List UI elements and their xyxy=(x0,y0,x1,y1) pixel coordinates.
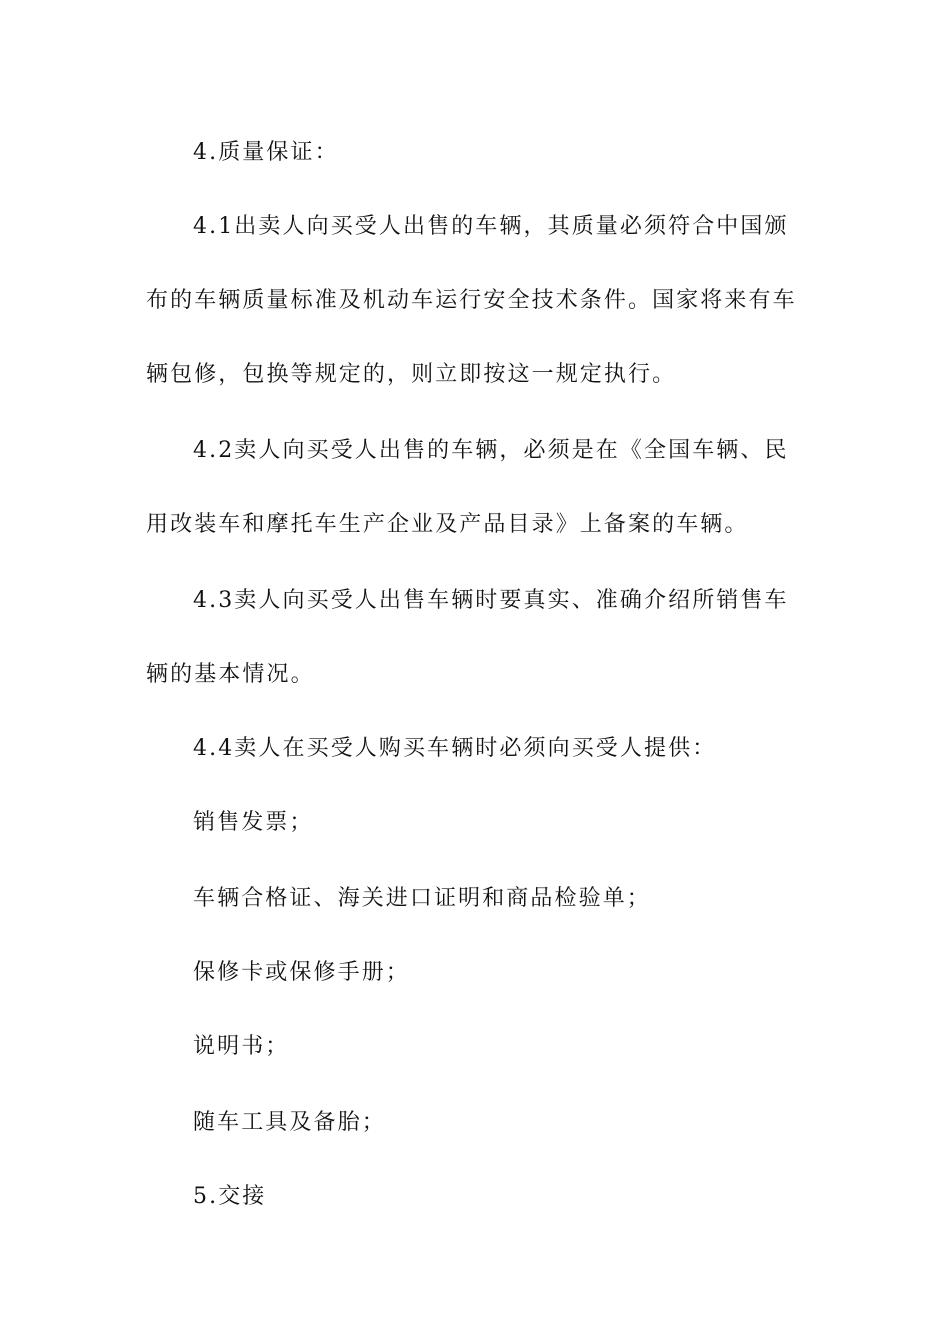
list-item-manual: 说明书； xyxy=(193,1034,290,1059)
paragraph-4-1-line-3: 辆包修，包换等规定的，则立即按这一规定执行。 xyxy=(146,362,677,387)
paragraph-4-1-line-2: 布的车辆质量标准及机动车运行安全技术条件。国家将来有车 xyxy=(146,288,797,313)
paragraph-4-3-line-1: 4.3卖人向买受人出售车辆时要真实、准确介绍所销售车 xyxy=(193,588,789,613)
section-heading-quality-guarantee: 4.质量保证： xyxy=(193,140,339,165)
paragraph-4-2-line-2: 用改装车和摩托车生产企业及产品目录》上备案的车辆。 xyxy=(146,512,749,537)
list-item-sales-invoice: 销售发票； xyxy=(193,810,314,835)
paragraph-4-2-line-1: 4.2卖人向买受人出售的车辆，必须是在《全国车辆、民 xyxy=(193,438,789,463)
paragraph-4-1-line-1: 4.1出卖人向买受人出售的车辆，其质量必须符合中国颁 xyxy=(193,214,789,239)
list-item-tools-and-spare-tire: 随车工具及备胎； xyxy=(193,1110,386,1135)
list-item-warranty-card: 保修卡或保修手册； xyxy=(193,960,410,985)
paragraph-4-3-line-2: 辆的基本情况。 xyxy=(146,662,315,687)
paragraph-4-4: 4.4卖人在买受人购买车辆时必须向买受人提供： xyxy=(193,736,717,761)
section-heading-handover: 5.交接 xyxy=(193,1184,267,1209)
list-item-vehicle-certificates: 车辆合格证、海关进口证明和商品检验单； xyxy=(193,886,651,911)
